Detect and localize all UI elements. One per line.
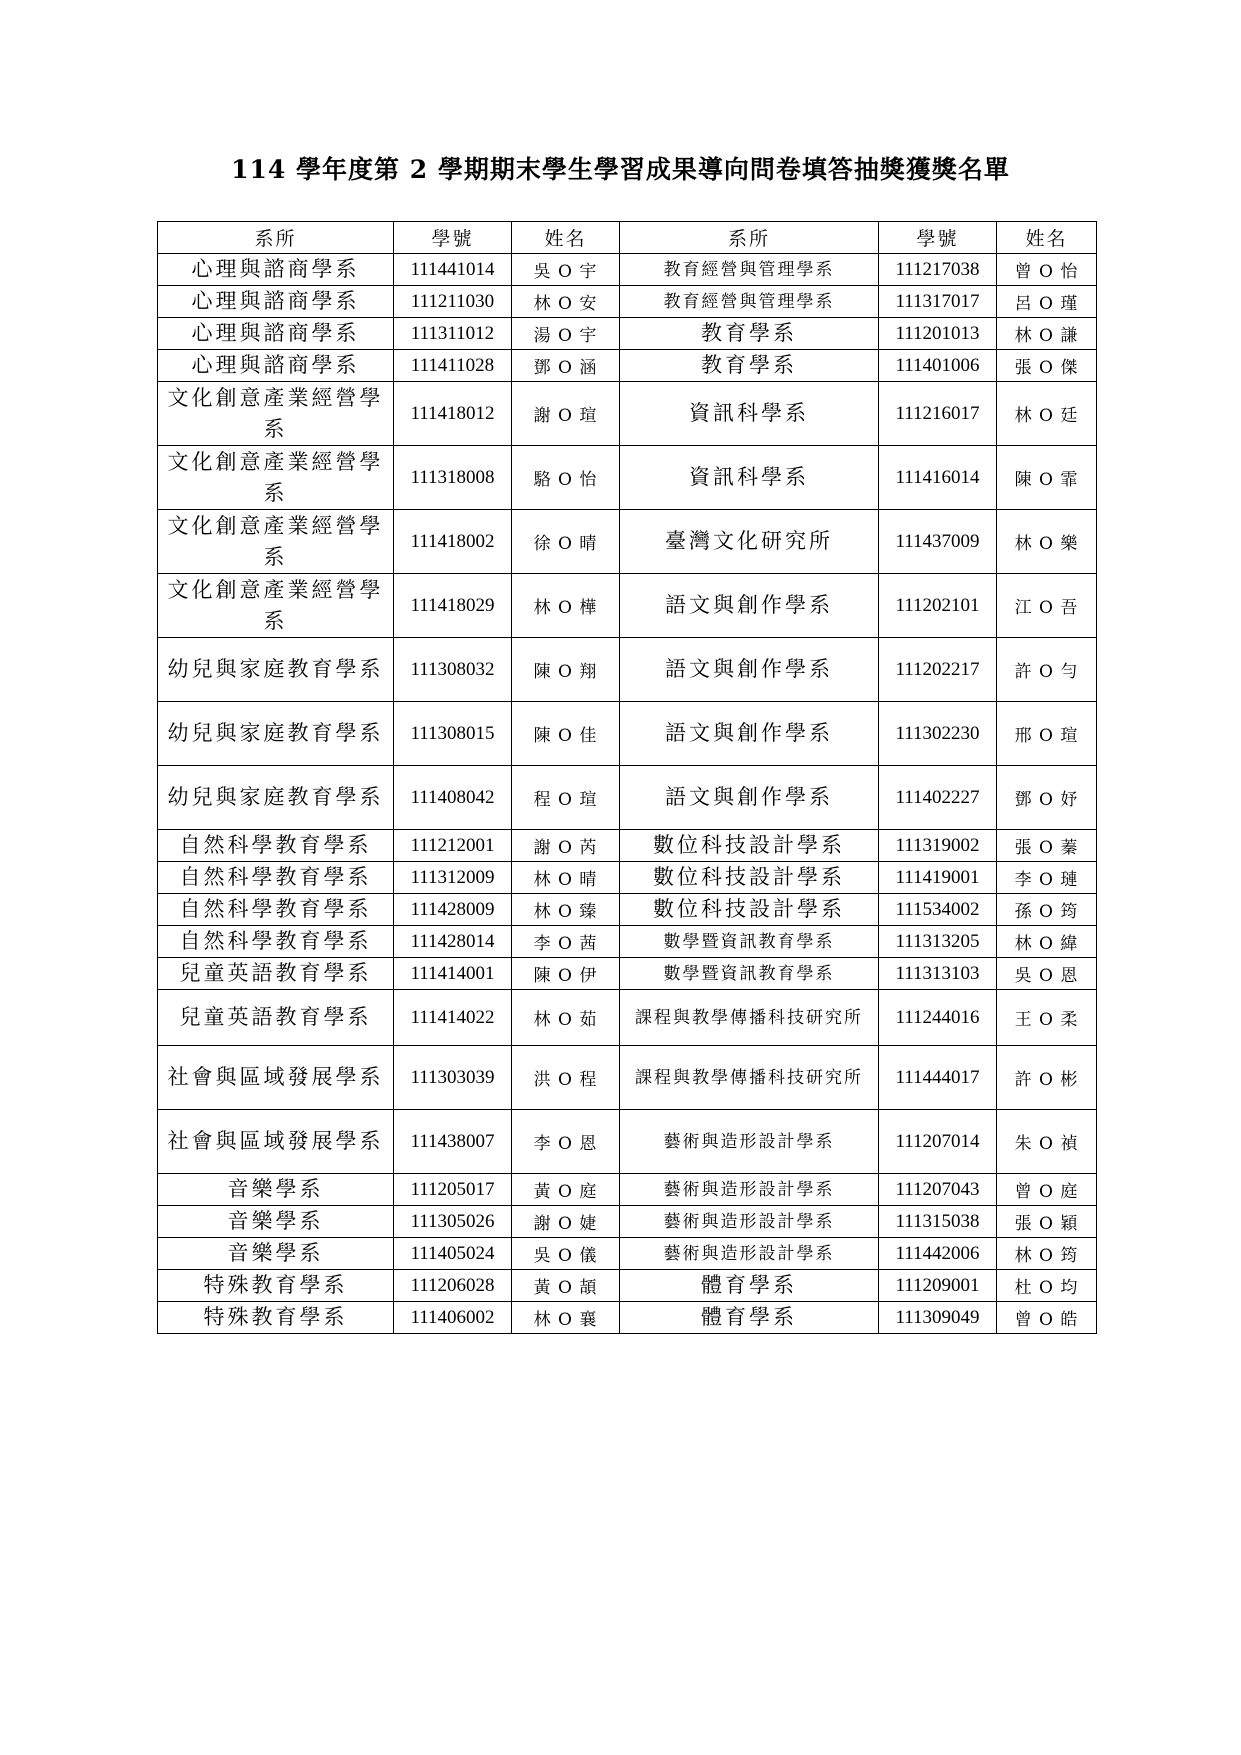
student-id-cell: 111311012 [394, 318, 512, 350]
table-row [158, 446, 1097, 510]
page-title: 114 學年度第 2 學期期末學生學習成果導向問卷填答抽獎獲獎名單 [231, 155, 1010, 184]
student-id-cell: 111428014 [394, 926, 512, 958]
name-cell: 黃 O 頡 [512, 1270, 620, 1302]
name-cell: 謝 O 芮 [512, 830, 620, 862]
student-id-cell: 111315038 [879, 1206, 997, 1238]
name-cell: 黃 O 庭 [512, 1174, 620, 1206]
name-cell: 江 O 吾 [997, 574, 1097, 638]
name-cell: 謝 O 瑄 [512, 382, 620, 446]
name-cell: 王 O 柔 [997, 990, 1097, 1046]
name-cell: 林 O 緯 [997, 926, 1097, 958]
name-cell: 林 O 廷 [997, 382, 1097, 446]
student-id-cell: 111205017 [394, 1174, 512, 1206]
student-id-cell: 111428009 [394, 894, 512, 926]
header-row [158, 222, 1097, 254]
department-cell: 數學暨資訊教育學系 [620, 926, 879, 958]
name-cell: 林 O 晴 [512, 862, 620, 894]
student-id-cell: 111318008 [394, 446, 512, 510]
table-row [158, 1174, 1097, 1206]
name-cell: 林 O 茹 [512, 990, 620, 1046]
table-row [158, 254, 1097, 286]
department-cell: 自然科學教育學系 [158, 926, 394, 958]
department-cell: 藝術與造形設計學系 [620, 1238, 879, 1270]
table-row [158, 638, 1097, 702]
name-cell: 邢 O 瑄 [997, 702, 1097, 766]
table-row [158, 958, 1097, 990]
department-cell: 語文與創作學系 [620, 766, 879, 830]
student-id-cell: 111442006 [879, 1238, 997, 1270]
student-id-cell: 111406002 [394, 1302, 512, 1334]
department-cell: 數位科技設計學系 [620, 894, 879, 926]
name-cell: 林 O 謙 [997, 318, 1097, 350]
department-cell: 文化創意產業經營學系 [158, 446, 394, 510]
department-cell: 藝術與造形設計學系 [620, 1206, 879, 1238]
student-id-cell: 111202217 [879, 638, 997, 702]
name-cell: 呂 O 瑾 [997, 286, 1097, 318]
name-cell: 陳 O 翔 [512, 638, 620, 702]
department-cell: 音樂學系 [158, 1174, 394, 1206]
student-id-cell: 111212001 [394, 830, 512, 862]
name-cell: 曾 O 庭 [997, 1174, 1097, 1206]
name-cell: 吳 O 儀 [512, 1238, 620, 1270]
table-row [158, 766, 1097, 830]
student-id-cell: 111308032 [394, 638, 512, 702]
name-cell: 林 O 筠 [997, 1238, 1097, 1270]
name-cell: 林 O 襄 [512, 1302, 620, 1334]
student-id-cell: 111418012 [394, 382, 512, 446]
student-id-cell: 111411028 [394, 350, 512, 382]
name-cell: 李 O 恩 [512, 1110, 620, 1174]
department-cell: 語文與創作學系 [620, 574, 879, 638]
student-id-cell: 111408042 [394, 766, 512, 830]
student-id-cell: 111244016 [879, 990, 997, 1046]
table-row [158, 830, 1097, 862]
name-cell: 許 O 勻 [997, 638, 1097, 702]
student-id-cell: 111414001 [394, 958, 512, 990]
name-cell: 陳 O 佳 [512, 702, 620, 766]
student-id-cell: 111305026 [394, 1206, 512, 1238]
department-cell: 語文與創作學系 [620, 702, 879, 766]
student-id-cell: 111202101 [879, 574, 997, 638]
department-cell: 幼兒與家庭教育學系 [158, 766, 394, 830]
student-id-cell: 111534002 [879, 894, 997, 926]
table-row [158, 574, 1097, 638]
department-cell: 資訊科學系 [620, 382, 879, 446]
student-id-cell: 111308015 [394, 702, 512, 766]
name-cell: 張 O 穎 [997, 1206, 1097, 1238]
department-cell: 數位科技設計學系 [620, 862, 879, 894]
student-id-cell: 111206028 [394, 1270, 512, 1302]
student-id-cell: 111209001 [879, 1270, 997, 1302]
department-cell: 社會與區域發展學系 [158, 1046, 394, 1110]
name-cell: 許 O 彬 [997, 1046, 1097, 1110]
student-id-cell: 111319002 [879, 830, 997, 862]
student-id-cell: 111313205 [879, 926, 997, 958]
name-cell: 林 O 樂 [997, 510, 1097, 574]
table-row [158, 350, 1097, 382]
winners-table [157, 221, 1097, 1334]
table-row [158, 1270, 1097, 1302]
department-cell: 音樂學系 [158, 1206, 394, 1238]
table-row [158, 286, 1097, 318]
student-id-cell: 111211030 [394, 286, 512, 318]
name-cell: 林 O 臻 [512, 894, 620, 926]
table-row [158, 318, 1097, 350]
department-cell: 教育經營與管理學系 [620, 286, 879, 318]
department-cell: 體育學系 [620, 1302, 879, 1334]
student-id-cell: 111207014 [879, 1110, 997, 1174]
department-cell: 心理與諮商學系 [158, 286, 394, 318]
column-header-student-id: 學號 [394, 222, 512, 254]
student-id-cell: 111201013 [879, 318, 997, 350]
table-row [158, 510, 1097, 574]
department-cell: 心理與諮商學系 [158, 318, 394, 350]
column-header-student-id: 學號 [879, 222, 997, 254]
department-cell: 數學暨資訊教育學系 [620, 958, 879, 990]
department-cell: 特殊教育學系 [158, 1302, 394, 1334]
department-cell: 教育學系 [620, 350, 879, 382]
department-cell: 兒童英語教育學系 [158, 990, 394, 1046]
department-cell: 心理與諮商學系 [158, 350, 394, 382]
table-row [158, 1206, 1097, 1238]
student-id-cell: 111419001 [879, 862, 997, 894]
department-cell: 心理與諮商學系 [158, 254, 394, 286]
table-row [158, 382, 1097, 446]
student-id-cell: 111414022 [394, 990, 512, 1046]
name-cell: 陳 O 霏 [997, 446, 1097, 510]
department-cell: 文化創意產業經營學系 [158, 574, 394, 638]
student-id-cell: 111303039 [394, 1046, 512, 1110]
department-cell: 教育學系 [620, 318, 879, 350]
table-row [158, 990, 1097, 1046]
student-id-cell: 111405024 [394, 1238, 512, 1270]
name-cell: 徐 O 晴 [512, 510, 620, 574]
student-id-cell: 111302230 [879, 702, 997, 766]
column-header-department: 系所 [158, 222, 394, 254]
department-cell: 藝術與造形設計學系 [620, 1174, 879, 1206]
student-id-cell: 111309049 [879, 1302, 997, 1334]
name-cell: 張 O 傑 [997, 350, 1097, 382]
department-cell: 體育學系 [620, 1270, 879, 1302]
name-cell: 程 O 瑄 [512, 766, 620, 830]
department-cell: 自然科學教育學系 [158, 894, 394, 926]
table-row [158, 1238, 1097, 1270]
department-cell: 課程與教學傳播科技研究所 [620, 990, 879, 1046]
student-id-cell: 111437009 [879, 510, 997, 574]
department-cell: 語文與創作學系 [620, 638, 879, 702]
table-row [158, 1302, 1097, 1334]
department-cell: 文化創意產業經營學系 [158, 382, 394, 446]
name-cell: 林 O 安 [512, 286, 620, 318]
student-id-cell: 111416014 [879, 446, 997, 510]
department-cell: 資訊科學系 [620, 446, 879, 510]
department-cell: 自然科學教育學系 [158, 830, 394, 862]
name-cell: 鄧 O 涵 [512, 350, 620, 382]
name-cell: 曾 O 怡 [997, 254, 1097, 286]
table-row [158, 1046, 1097, 1110]
department-cell: 音樂學系 [158, 1238, 394, 1270]
column-header-name: 姓名 [512, 222, 620, 254]
table-row [158, 702, 1097, 766]
department-cell: 教育經營與管理學系 [620, 254, 879, 286]
name-cell: 吳 O 宇 [512, 254, 620, 286]
department-cell: 課程與教學傳播科技研究所 [620, 1046, 879, 1110]
table-row [158, 862, 1097, 894]
name-cell: 鄧 O 妤 [997, 766, 1097, 830]
student-id-cell: 111402227 [879, 766, 997, 830]
table-row [158, 926, 1097, 958]
name-cell: 朱 O 禎 [997, 1110, 1097, 1174]
name-cell: 林 O 樺 [512, 574, 620, 638]
student-id-cell: 111444017 [879, 1046, 997, 1110]
name-cell: 曾 O 皓 [997, 1302, 1097, 1334]
department-cell: 數位科技設計學系 [620, 830, 879, 862]
student-id-cell: 111313103 [879, 958, 997, 990]
student-id-cell: 111312009 [394, 862, 512, 894]
department-cell: 臺灣文化研究所 [620, 510, 879, 574]
department-cell: 特殊教育學系 [158, 1270, 394, 1302]
table-row [158, 1110, 1097, 1174]
name-cell: 李 O 璉 [997, 862, 1097, 894]
name-cell: 湯 O 宇 [512, 318, 620, 350]
department-cell: 幼兒與家庭教育學系 [158, 702, 394, 766]
name-cell: 李 O 茜 [512, 926, 620, 958]
name-cell: 謝 O 婕 [512, 1206, 620, 1238]
student-id-cell: 111438007 [394, 1110, 512, 1174]
student-id-cell: 111418029 [394, 574, 512, 638]
department-cell: 文化創意產業經營學系 [158, 510, 394, 574]
student-id-cell: 111317017 [879, 286, 997, 318]
name-cell: 陳 O 伊 [512, 958, 620, 990]
column-header-name: 姓名 [997, 222, 1097, 254]
name-cell: 孫 O 筠 [997, 894, 1097, 926]
name-cell: 張 O 蓁 [997, 830, 1097, 862]
column-header-department: 系所 [620, 222, 879, 254]
department-cell: 藝術與造形設計學系 [620, 1110, 879, 1174]
name-cell: 杜 O 均 [997, 1270, 1097, 1302]
student-id-cell: 111441014 [394, 254, 512, 286]
student-id-cell: 111418002 [394, 510, 512, 574]
student-id-cell: 111401006 [879, 350, 997, 382]
student-id-cell: 111217038 [879, 254, 997, 286]
department-cell: 幼兒與家庭教育學系 [158, 638, 394, 702]
name-cell: 駱 O 怡 [512, 446, 620, 510]
student-id-cell: 111207043 [879, 1174, 997, 1206]
student-id-cell: 111216017 [879, 382, 997, 446]
name-cell: 吳 O 恩 [997, 958, 1097, 990]
department-cell: 自然科學教育學系 [158, 862, 394, 894]
name-cell: 洪 O 程 [512, 1046, 620, 1110]
department-cell: 兒童英語教育學系 [158, 958, 394, 990]
table-row [158, 894, 1097, 926]
department-cell: 社會與區域發展學系 [158, 1110, 394, 1174]
